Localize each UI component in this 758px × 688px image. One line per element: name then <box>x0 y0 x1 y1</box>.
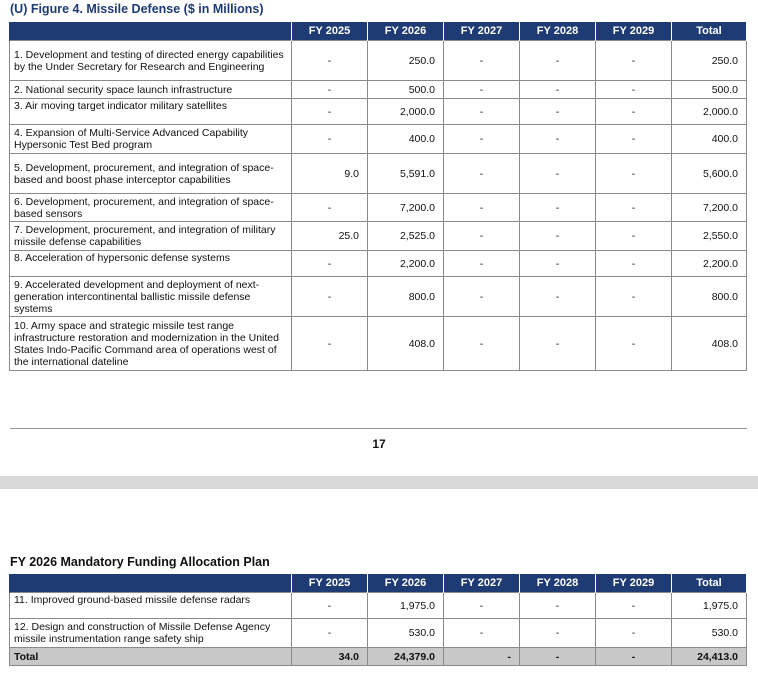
cell-fy2026: 2,200.0 <box>368 251 444 277</box>
cell-fy2027: - <box>444 317 520 371</box>
row-description: 5. Development, procurement, and integration of space-based and boost phase interceptor capabilities <box>10 154 292 194</box>
row-description: 4. Expansion of Multi-Service Advanced Capability Hypersonic Test Bed program <box>10 125 292 154</box>
figure-title: (U) Figure 4. Missile Defense ($ in Millions) <box>10 2 264 16</box>
header-fy2026: FY 2026 <box>368 22 444 41</box>
cell-fy2028: - <box>520 277 596 317</box>
cell-fy2029: - <box>596 619 672 648</box>
cell-fy2028: - <box>520 251 596 277</box>
total-label: Total <box>10 648 292 666</box>
cell-fy2028: - <box>520 194 596 222</box>
cell-total: 800.0 <box>672 277 747 317</box>
cell-fy2026: 7,200.0 <box>368 194 444 222</box>
row-description: 3. Air moving target indicator military satellites <box>10 99 292 125</box>
row-description: 9. Accelerated development and deployment of next-generation intercontinental ballistic missile defense systems <box>10 277 292 317</box>
table-row <box>10 194 747 222</box>
cell-fy2029: - <box>596 194 672 222</box>
cell-fy2025: - <box>292 81 368 99</box>
cell-fy2026: 250.0 <box>368 41 444 81</box>
cell-fy2026: 1,975.0 <box>368 593 444 619</box>
cell-fy2029: - <box>596 222 672 251</box>
cell-fy2026: 408.0 <box>368 317 444 371</box>
table-row <box>10 154 747 194</box>
cell-fy2028: - <box>520 619 596 648</box>
cell-fy2025: - <box>292 99 368 125</box>
cell-total: 1,975.0 <box>672 593 747 619</box>
total-total: 24,413.0 <box>672 648 747 666</box>
header-total: Total <box>672 574 747 593</box>
funding-allocation-table <box>9 574 747 666</box>
cell-fy2027: - <box>444 99 520 125</box>
cell-fy2028: - <box>520 41 596 81</box>
header-fy2026: FY 2026 <box>368 574 444 593</box>
total-fy2027: - <box>444 648 520 666</box>
header-fy2025: FY 2025 <box>292 22 368 41</box>
cell-fy2025: - <box>292 619 368 648</box>
cell-fy2026: 2,000.0 <box>368 99 444 125</box>
row-description: 10. Army space and strategic missile test range infrastructure restoration and modernization in the United States Indo-Pacific Command area of operations west of the international dateline <box>10 317 292 371</box>
cell-fy2029: - <box>596 41 672 81</box>
cell-fy2026: 400.0 <box>368 125 444 154</box>
cell-fy2029: - <box>596 99 672 125</box>
total-fy2029: - <box>596 648 672 666</box>
cell-fy2028: - <box>520 317 596 371</box>
table-row <box>10 222 747 251</box>
header-fy2027: FY 2027 <box>444 574 520 593</box>
cell-fy2026: 530.0 <box>368 619 444 648</box>
row-description: 8. Acceleration of hypersonic defense systems <box>10 251 292 277</box>
table-row <box>10 619 747 648</box>
cell-total: 250.0 <box>672 41 747 81</box>
cell-fy2028: - <box>520 154 596 194</box>
table-row <box>10 251 747 277</box>
cell-fy2027: - <box>444 251 520 277</box>
cell-fy2028: - <box>520 222 596 251</box>
cell-fy2027: - <box>444 222 520 251</box>
page-number: 17 <box>372 437 386 451</box>
cell-fy2029: - <box>596 251 672 277</box>
header-description <box>10 574 292 593</box>
cell-total: 400.0 <box>672 125 747 154</box>
header-fy2028: FY 2028 <box>520 22 596 41</box>
cell-fy2025: - <box>292 125 368 154</box>
cell-fy2029: - <box>596 154 672 194</box>
table-row <box>10 277 747 317</box>
row-description: 11. Improved ground-based missile defense radars <box>10 593 292 619</box>
cell-fy2025: - <box>292 593 368 619</box>
table-row <box>10 81 747 99</box>
cell-fy2026: 500.0 <box>368 81 444 99</box>
cell-fy2027: - <box>444 81 520 99</box>
cell-fy2025: - <box>292 194 368 222</box>
table-row <box>10 125 747 154</box>
cell-total: 500.0 <box>672 81 747 99</box>
total-row <box>10 648 747 666</box>
cell-total: 2,200.0 <box>672 251 747 277</box>
cell-fy2028: - <box>520 125 596 154</box>
cell-fy2026: 2,525.0 <box>368 222 444 251</box>
cell-total: 7,200.0 <box>672 194 747 222</box>
total-fy2026: 24,379.0 <box>368 648 444 666</box>
header-total: Total <box>672 22 747 41</box>
cell-total: 5,600.0 <box>672 154 747 194</box>
cell-fy2027: - <box>444 619 520 648</box>
table-row <box>10 593 747 619</box>
header-fy2025: FY 2025 <box>292 574 368 593</box>
cell-fy2027: - <box>444 593 520 619</box>
cell-fy2028: - <box>520 593 596 619</box>
cell-fy2025: - <box>292 317 368 371</box>
cell-fy2027: - <box>444 125 520 154</box>
page-break-band <box>0 476 758 489</box>
cell-fy2027: - <box>444 154 520 194</box>
header-fy2028: FY 2028 <box>520 574 596 593</box>
cell-total: 2,550.0 <box>672 222 747 251</box>
cell-fy2028: - <box>520 81 596 99</box>
total-fy2028: - <box>520 648 596 666</box>
cell-fy2029: - <box>596 81 672 99</box>
row-description: 7. Development, procurement, and integration of military missile defense capabilities <box>10 222 292 251</box>
cell-fy2029: - <box>596 277 672 317</box>
cell-fy2029: - <box>596 593 672 619</box>
cell-total: 408.0 <box>672 317 747 371</box>
header-fy2029: FY 2029 <box>596 574 672 593</box>
cell-fy2025: - <box>292 277 368 317</box>
cell-fy2027: - <box>444 41 520 81</box>
cell-fy2027: - <box>444 194 520 222</box>
cell-fy2025: 25.0 <box>292 222 368 251</box>
header-fy2029: FY 2029 <box>596 22 672 41</box>
plan-title: FY 2026 Mandatory Funding Allocation Plan <box>10 555 270 569</box>
table-row <box>10 317 747 371</box>
total-fy2025: 34.0 <box>292 648 368 666</box>
table-header-row <box>10 22 747 41</box>
header-fy2027: FY 2027 <box>444 22 520 41</box>
row-description: 6. Development, procurement, and integration of space-based sensors <box>10 194 292 222</box>
cell-fy2029: - <box>596 125 672 154</box>
cell-fy2027: - <box>444 277 520 317</box>
page-divider <box>10 428 747 429</box>
row-description: 2. National security space launch infrastructure <box>10 81 292 99</box>
table-row <box>10 41 747 81</box>
header-description <box>10 22 292 41</box>
cell-fy2025: 9.0 <box>292 154 368 194</box>
cell-fy2026: 800.0 <box>368 277 444 317</box>
cell-fy2028: - <box>520 99 596 125</box>
cell-fy2029: - <box>596 317 672 371</box>
cell-fy2026: 5,591.0 <box>368 154 444 194</box>
table-header-row <box>10 574 747 593</box>
cell-total: 530.0 <box>672 619 747 648</box>
cell-fy2025: - <box>292 41 368 81</box>
row-description: 12. Design and construction of Missile Defense Agency missile instrumentation range safety ship <box>10 619 292 648</box>
cell-fy2025: - <box>292 251 368 277</box>
cell-total: 2,000.0 <box>672 99 747 125</box>
missile-defense-table <box>9 22 747 371</box>
row-description: 1. Development and testing of directed energy capabilities by the Under Secretary for Research and Engineering <box>10 41 292 81</box>
table-row <box>10 99 747 125</box>
